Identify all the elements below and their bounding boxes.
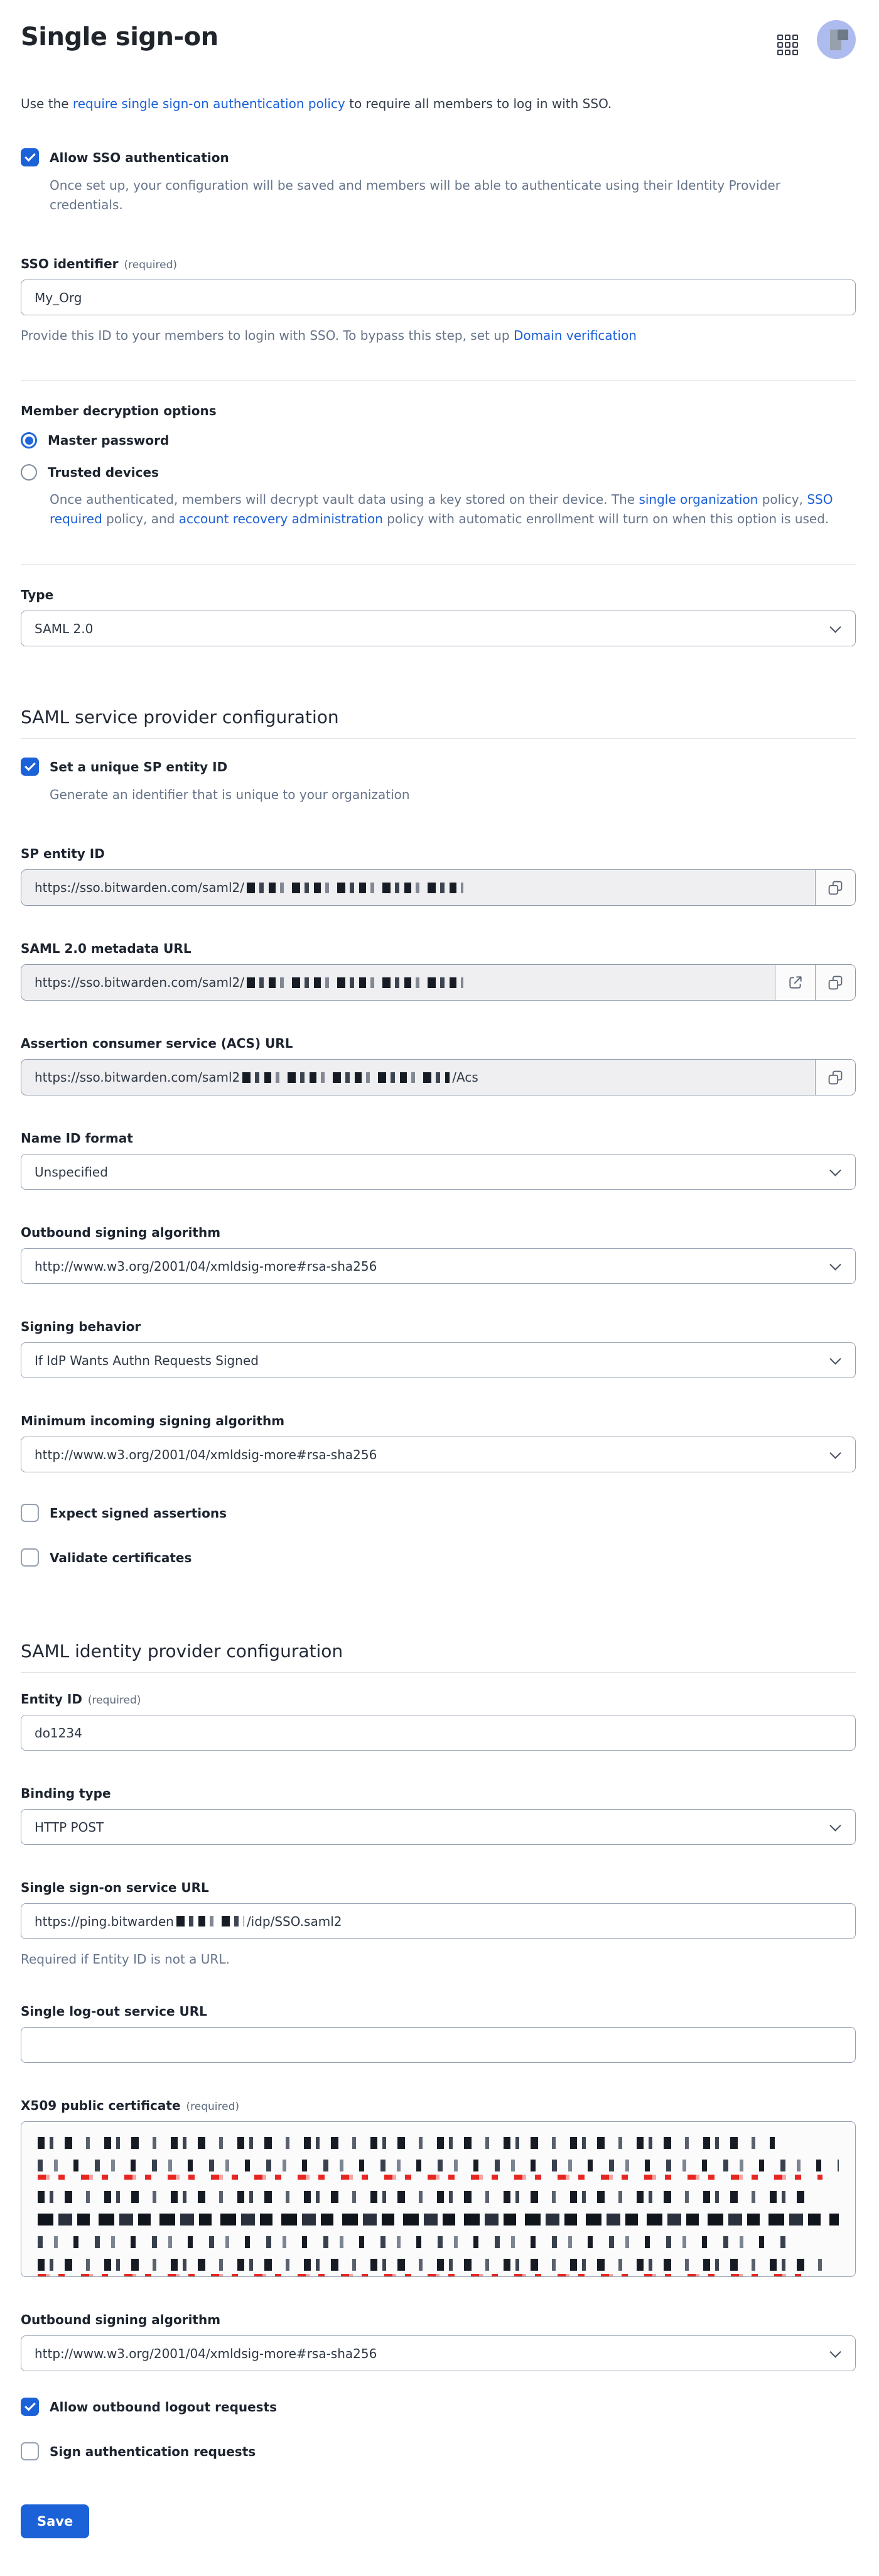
signing-behavior-select[interactable]: [21, 1342, 856, 1378]
page-header: [21, 18, 856, 59]
divider: [21, 1672, 856, 1673]
binding-type-select[interactable]: [21, 1809, 856, 1845]
min-incoming-signing-group: [21, 1413, 856, 1472]
redacted-certificate-line: [38, 2236, 790, 2248]
entity-id-input[interactable]: [21, 1715, 856, 1751]
sso-service-url-helper: Required if Entity ID is not a URL.: [21, 1952, 230, 1967]
sso-identifier-group: [21, 256, 856, 345]
acs-url-value: https://sso.bitwarden.com/saml2 /Acs: [35, 1070, 478, 1085]
sso-service-url-group: [21, 1880, 856, 1969]
name-id-format-value: Unspecified: [35, 1164, 108, 1180]
trusted-devices-label: Trusted devices: [48, 465, 159, 480]
unique-sp-label: Set a unique SP entity ID: [50, 759, 228, 774]
unique-sp-checkbox[interactable]: [21, 758, 39, 776]
name-id-format-label: Name ID format: [21, 1131, 133, 1146]
master-password-label: Master password: [48, 433, 170, 448]
domain-verification-link[interactable]: Domain verification: [513, 328, 637, 343]
entity-id-group: [21, 1692, 856, 1751]
redacted-certificate-line: [38, 2137, 775, 2149]
copy-icon: [828, 975, 843, 991]
redacted-text: [247, 977, 463, 988]
allow-outbound-logout-label: Allow outbound logout requests: [50, 2399, 278, 2415]
x509-certificate-label: X509 public certificate (required): [21, 2098, 240, 2113]
x509-certificate-textarea[interactable]: [21, 2121, 856, 2277]
divider: [21, 380, 856, 381]
copy-icon: [828, 1070, 843, 1085]
intro-post: to require all members to log in with SSO.: [345, 96, 612, 111]
sso-required-policy-link[interactable]: SSO required: [50, 492, 833, 526]
copy-metadata-url-button[interactable]: [815, 965, 855, 1000]
expect-signed-assertions-checkbox[interactable]: [21, 1504, 39, 1522]
min-incoming-signing-label: Minimum incoming signing algorithm: [21, 1413, 285, 1428]
allow-outbound-logout-row[interactable]: [21, 2398, 856, 2416]
validate-certificates-checkbox[interactable]: [21, 1548, 39, 1567]
idp-outbound-signing-value: http://www.w3.org/2001/04/xmldsig-more#rsa-sha256: [35, 2345, 377, 2361]
outbound-signing-label: Outbound signing algorithm: [21, 1225, 221, 1240]
x509-certificate-group: [21, 2098, 856, 2277]
sp-entity-id-value: https://sso.bitwarden.com/saml2/: [21, 870, 815, 905]
sso-service-url-label: Single sign-on service URL: [21, 1880, 209, 1895]
allow-outbound-logout-checkbox[interactable]: [21, 2398, 39, 2416]
acs-url-field: [21, 1059, 856, 1095]
sso-identifier-input[interactable]: [21, 280, 856, 315]
divider: [21, 738, 856, 739]
type-select-value: SAML 2.0: [35, 621, 94, 636]
unique-sp-entity-group: [21, 758, 856, 805]
metadata-url-value: https://sso.bitwarden.com/saml2/: [21, 965, 775, 1000]
redacted-certificate-line: [38, 2274, 807, 2277]
require-sso-policy-link[interactable]: require single sign-on authentication policy: [72, 96, 345, 111]
copy-sp-entity-id-button[interactable]: [815, 870, 855, 905]
metadata-url-label: SAML 2.0 metadata URL: [21, 941, 191, 956]
app-switcher-icon[interactable]: [777, 35, 798, 55]
type-group: [21, 587, 856, 646]
single-organization-policy-link[interactable]: single organization: [639, 492, 758, 507]
sign-auth-requests-label: Sign authentication requests: [50, 2443, 256, 2459]
redacted-certificate-line: [38, 2160, 839, 2171]
outbound-signing-group: [21, 1225, 856, 1284]
sso-identifier-label: SSO identifier (required): [21, 256, 178, 271]
entity-id-label: Entity ID (required): [21, 1692, 141, 1707]
metadata-url-field: [21, 964, 856, 1001]
min-incoming-signing-select[interactable]: [21, 1437, 856, 1472]
open-metadata-url-button[interactable]: [775, 965, 815, 1000]
binding-type-group: [21, 1786, 856, 1845]
required-hint: (required): [186, 2100, 240, 2113]
type-select[interactable]: [21, 611, 856, 646]
account-recovery-administration-link[interactable]: account recovery administration: [178, 511, 383, 526]
signing-behavior-group: [21, 1319, 856, 1378]
idp-outbound-signing-group: [21, 2312, 856, 2371]
expect-signed-assertions-row[interactable]: [21, 1504, 856, 1522]
sign-auth-requests-row[interactable]: [21, 2442, 856, 2460]
validate-certificates-label: Validate certificates: [50, 1550, 192, 1565]
trusted-devices-radio-row[interactable]: [21, 464, 856, 481]
trusted-devices-helper: Once authenticated, members will decrypt vault data using a key stored on their device. The single organization policy, SSO required policy, and account recovery administration policy with automatic enrollment will turn on when this option is used.: [50, 492, 833, 526]
intro-text: [21, 94, 856, 113]
avatar[interactable]: [817, 20, 856, 59]
slo-service-url-group: [21, 2004, 856, 2063]
member-decryption-label: Member decryption options: [21, 403, 217, 418]
sp-configuration-heading: SAML service provider configuration: [21, 707, 339, 727]
slo-service-url-input[interactable]: [21, 2027, 856, 2063]
header-actions: [777, 18, 856, 59]
member-decryption-group: [21, 403, 856, 529]
redacted-certificate-line: [38, 2214, 839, 2225]
idp-outbound-signing-label: Outbound signing algorithm: [21, 2312, 221, 2327]
master-password-radio[interactable]: [21, 432, 37, 448]
idp-outbound-signing-select[interactable]: [21, 2335, 856, 2371]
sign-auth-requests-checkbox[interactable]: [21, 2442, 39, 2460]
sso-identifier-helper: Provide this ID to your members to login with SSO. To bypass this step, set up Domain verification: [21, 328, 637, 343]
slo-service-url-label: Single log-out service URL: [21, 2004, 207, 2019]
binding-type-label: Binding type: [21, 1786, 111, 1801]
intro-pre: Use the: [21, 96, 73, 111]
redacted-certificate-line: [38, 2259, 831, 2271]
redacted-text: [247, 883, 463, 893]
trusted-devices-radio[interactable]: [21, 464, 37, 481]
idp-configuration-heading: SAML identity provider configuration: [21, 1641, 343, 1661]
outbound-signing-value: http://www.w3.org/2001/04/xmldsig-more#rsa-sha256: [35, 1258, 377, 1274]
metadata-url-group: [21, 941, 856, 1001]
sp-entity-id-label: SP entity ID: [21, 846, 105, 861]
copy-acs-url-button[interactable]: [815, 1060, 855, 1095]
allow-sso-checkbox[interactable]: [21, 148, 39, 166]
unique-sp-helper: Generate an identifier that is unique to your organization: [50, 787, 410, 802]
redacted-certificate-line: [38, 2175, 822, 2180]
outbound-signing-select[interactable]: [21, 1248, 856, 1284]
master-password-radio-row[interactable]: [21, 432, 856, 448]
allow-sso-checkbox-row[interactable]: [21, 148, 856, 166]
acs-url-label: Assertion consumer service (ACS) URL: [21, 1036, 293, 1051]
type-label: Type: [21, 587, 54, 602]
copy-icon: [828, 880, 843, 896]
expect-signed-assertions-label: Expect signed assertions: [50, 1505, 227, 1521]
required-hint: (required): [87, 1694, 141, 1707]
name-id-format-group: [21, 1131, 856, 1190]
sp-entity-id-group: [21, 846, 856, 906]
avatar-initials-redacted: [838, 30, 848, 40]
acs-url-group: [21, 1036, 856, 1095]
sso-service-url-input[interactable]: https://ping.bitwarden /idp/SSO.saml2: [21, 1903, 856, 1939]
validate-certificates-row[interactable]: [21, 1548, 856, 1567]
allow-sso-label: Allow SSO authentication: [50, 149, 229, 165]
unique-sp-checkbox-row[interactable]: [21, 758, 856, 776]
external-link-icon: [787, 974, 804, 991]
signing-behavior-label: Signing behavior: [21, 1319, 141, 1334]
divider: [21, 564, 856, 565]
min-incoming-signing-value: http://www.w3.org/2001/04/xmldsig-more#rsa-sha256: [35, 1447, 377, 1462]
sp-entity-id-field: [21, 869, 856, 906]
redacted-text: [176, 1916, 244, 1927]
binding-type-value: HTTP POST: [35, 1819, 104, 1835]
redacted-certificate-line: [38, 2191, 807, 2203]
redacted-text: [242, 1072, 450, 1083]
save-button[interactable]: Save: [21, 2504, 89, 2538]
signing-behavior-value: If IdP Wants Authn Requests Signed: [35, 1352, 259, 1368]
allow-sso-helper: Once set up, your configuration will be saved and members will be able to authenticate using their Identity Provider credentials.: [50, 178, 780, 212]
allow-sso-group: [21, 148, 856, 215]
name-id-format-select[interactable]: [21, 1154, 856, 1190]
required-hint: (required): [124, 259, 178, 271]
page-title: Single sign-on: [21, 23, 218, 52]
